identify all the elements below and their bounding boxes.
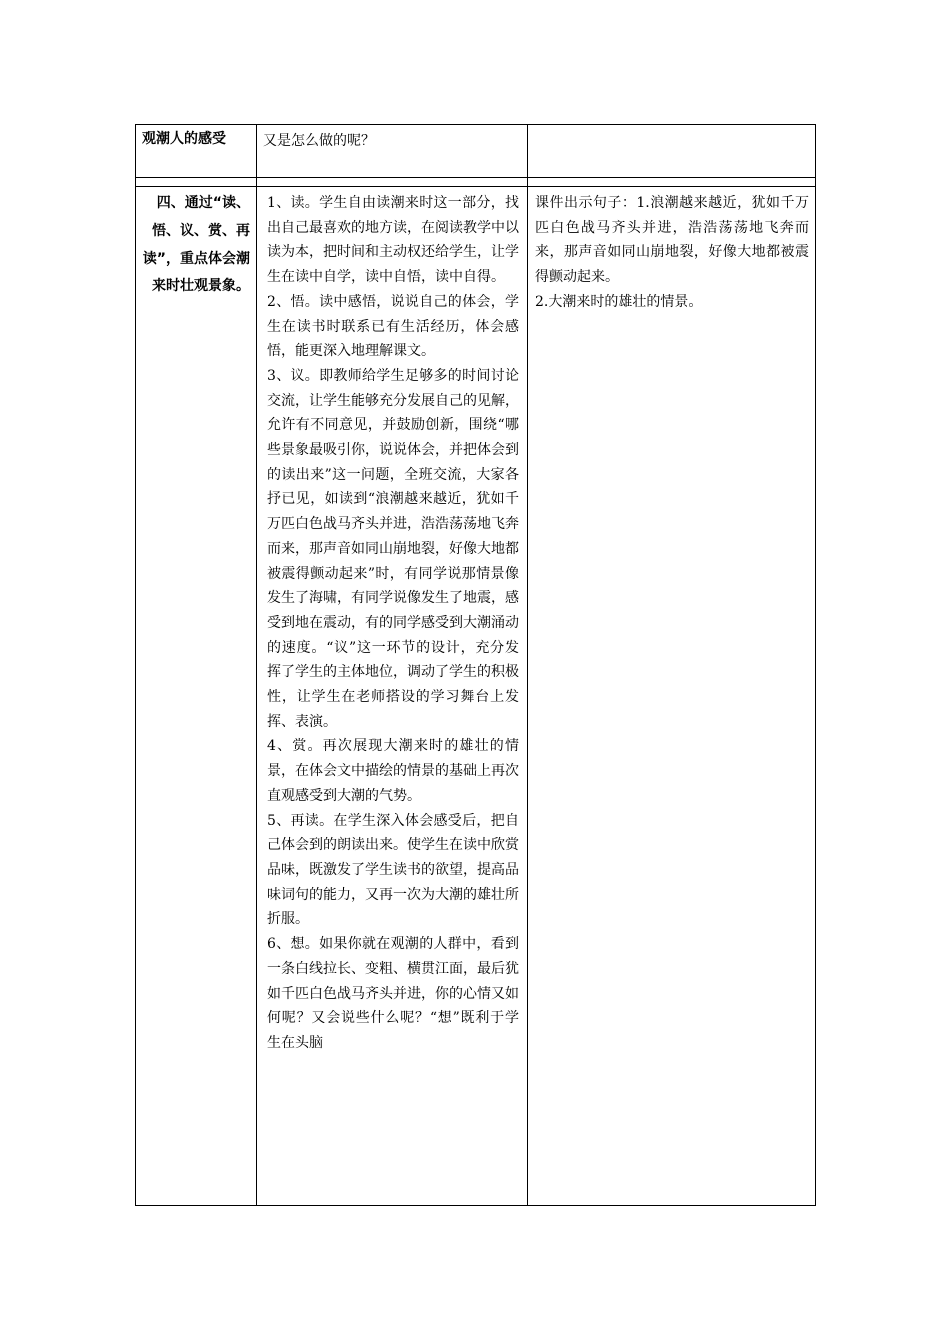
- spacer-cell: [257, 178, 528, 187]
- notes-cell: [528, 125, 816, 178]
- activity-paragraph: 2、悟。读中感悟，说说自己的体会，学生在读书时联系已有生活经历，体会感悟，能更深入地理解课文。: [267, 293, 519, 360]
- table-row: [136, 187, 816, 1206]
- spacer-cell: [136, 178, 257, 187]
- activity-cell: 又是怎么做的呢？: [257, 125, 528, 178]
- notes-paragraph: 2.大潮来时的雄壮的情景。: [535, 293, 703, 310]
- activity-cell: [257, 187, 528, 1206]
- table-row: [136, 125, 816, 178]
- notes-cell: [528, 187, 816, 1206]
- activity-paragraph: 5、再读。在学生深入体会感受后，把自己体会到的朗读出来。使学生在读中欣赏品味，既激发了学生读书的欲望，提高品味词句的能力，又再一次为大潮的雄壮所折服。: [267, 812, 519, 928]
- notes-paragraph: 课件出示句子：1.浪潮越来越近，犹如千万匹白色战马齐头并进，浩浩荡荡地飞奔而来，那声音如同山崩地裂，好像大地都被震得颤动起来。: [535, 195, 809, 286]
- section-heading-cell: 观潮人的感受: [136, 125, 257, 178]
- activity-paragraph: 4、赏。再次展现大潮来时的雄壮的情景，在体会文中描绘的情景的基础上再次直观感受到大潮的气势。: [267, 738, 519, 804]
- activity-paragraph: 6、想。如果你就在观潮的人群中，看到一条白线拉长、变粗、横贯江面，最后犹如千匹白色战马齐头并进，你的心情又如何呢？又会说些什么呢？“想”既利于学生在头脑: [267, 936, 519, 1051]
- activity-paragraph: 3、议。即教师给学生足够多的时间讨论交流，让学生能够充分发展自己的见解，允许有不同意见，并鼓励创新，围绕“哪些景象最吸引你，说说体会，并把体会到的读出来”这一问题，全班交流，大家各抒已见，如读到“浪潮越来越近，犹如千万匹白色战马齐头并进，浩浩荡荡地飞奔而来，那声音如同山崩地裂，好像大地都被震得颤动起来”时，有同学说那情景像发生了海啸，有同学说像发生了地震，感受到地在震动，有的同学感受到大潮涌动的速度。“议”这一环节的设计，充分发挥了学生的主体地位，调动了学生的积极性，让学生在老师搭设的学习舞台上发挥、表演。: [267, 367, 519, 730]
- table-row-spacer: [136, 178, 816, 187]
- lesson-plan-table: [135, 124, 816, 1206]
- activity-paragraph: 1、读。学生自由读潮来时这一部分，找出自己最喜欢的地方读，在阅读教学中以读为本，把时间和主动权还给学生，让学生在读中自学，读中自悟，读中自得。: [267, 195, 519, 286]
- section-heading-cell: 四、通过“读、悟、议、赏、再读”，重点体会潮来时壮观景象。: [136, 187, 257, 1206]
- spacer-cell: [528, 178, 816, 187]
